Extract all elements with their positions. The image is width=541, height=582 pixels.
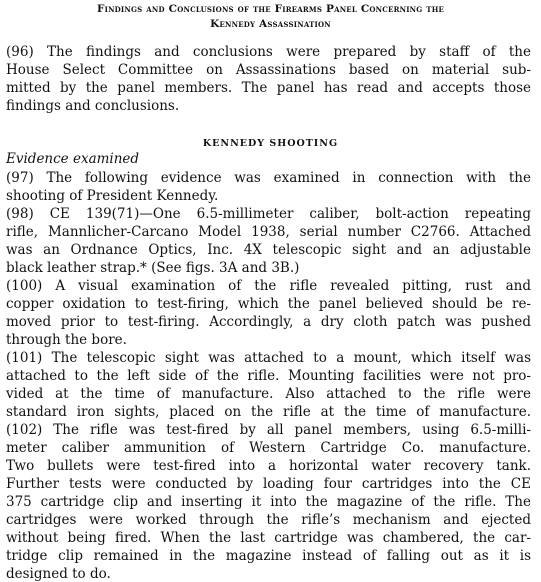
body-paragraph-line: rifle, Mannlicher-Carcano Model 1938, serial number C2766. Attached [6,224,531,240]
body-paragraph-line: (98) CE 139(71)—One 6.5-millimeter caliber, bolt-action repeating [6,206,531,222]
body-paragraph-line: shooting of President Kennedy. [6,188,219,204]
body-paragraph-line: (102) The rifle was test-fired by all panel members, using 6.5-milli- [6,422,531,438]
body-paragraph-line: tridge clip remained in the magazine instead of falling out as it is [6,548,531,564]
section-heading: KENNEDY SHOOTING [202,138,339,149]
intro-paragraph-line: mitted by the panel members. The panel has read and accepts those [6,80,531,96]
body-paragraph-line: Further tests were conducted by loading four cartridges into the CE [6,476,531,492]
intro-paragraph-line: House Select Committee on Assassinations based on material sub- [6,62,531,78]
body-paragraph-line: meter caliber ammunition of Western Cartridge Co. manufacture. [6,440,531,456]
body-paragraph-line: moved prior to test-firing. Accordingly, a dry cloth patch was pushed [6,314,531,330]
body-paragraph-line: cartridges were worked through the rifle’s mechanism and ejected [6,512,531,528]
body-paragraph-line: standard iron sights, placed on the rifle at the time of manufacture. [6,404,531,420]
subheading: Evidence examined [6,151,140,167]
body-paragraph-line: (100) A visual examination of the rifle revealed pitting, rust and [6,278,531,294]
intro-paragraph-line: findings and conclusions. [6,98,180,114]
document-title-line-1: Findings and Conclusions of the Firearms Panel Concerning the [96,3,445,15]
body-paragraph-line: (101) The telescopic sight was attached to a mount, which itself was [6,350,531,366]
body-paragraph-line: Two bullets were test-fired into a horizontal water recovery tank. [6,458,531,474]
body-paragraph-line: black leather strap.* (See figs. 3A and 3B.) [6,260,300,276]
body-paragraph-line: was an Ordnance Optics, Inc. 4X telescopic sight and an adjustable [6,242,531,258]
body-paragraph-line: attached to the left side of the rifle. Mounting facilities were not pro- [6,368,531,384]
intro-paragraph-line: (96) The findings and conclusions were prepared by staff of the [6,44,531,60]
body-paragraph-line: copper oxidation to test-firing, which the panel believed should be re- [6,296,531,312]
body-paragraph-line: designed to do. [6,566,111,582]
body-paragraph-line: vided at the time of manufacture. Also attached to the rifle were [6,386,531,402]
document-title-line-2: Kennedy Assassination [210,18,331,30]
body-paragraph-line: 375 cartridge clip and inserting it into the magazine of the rifle. The [6,494,531,510]
body-paragraph-line: through the bore. [6,332,127,348]
body-paragraph-line: without being fired. When the last cartridge was chambered, the car- [6,530,531,546]
body-paragraph-line: (97) The following evidence was examined in connection with the [6,170,531,186]
